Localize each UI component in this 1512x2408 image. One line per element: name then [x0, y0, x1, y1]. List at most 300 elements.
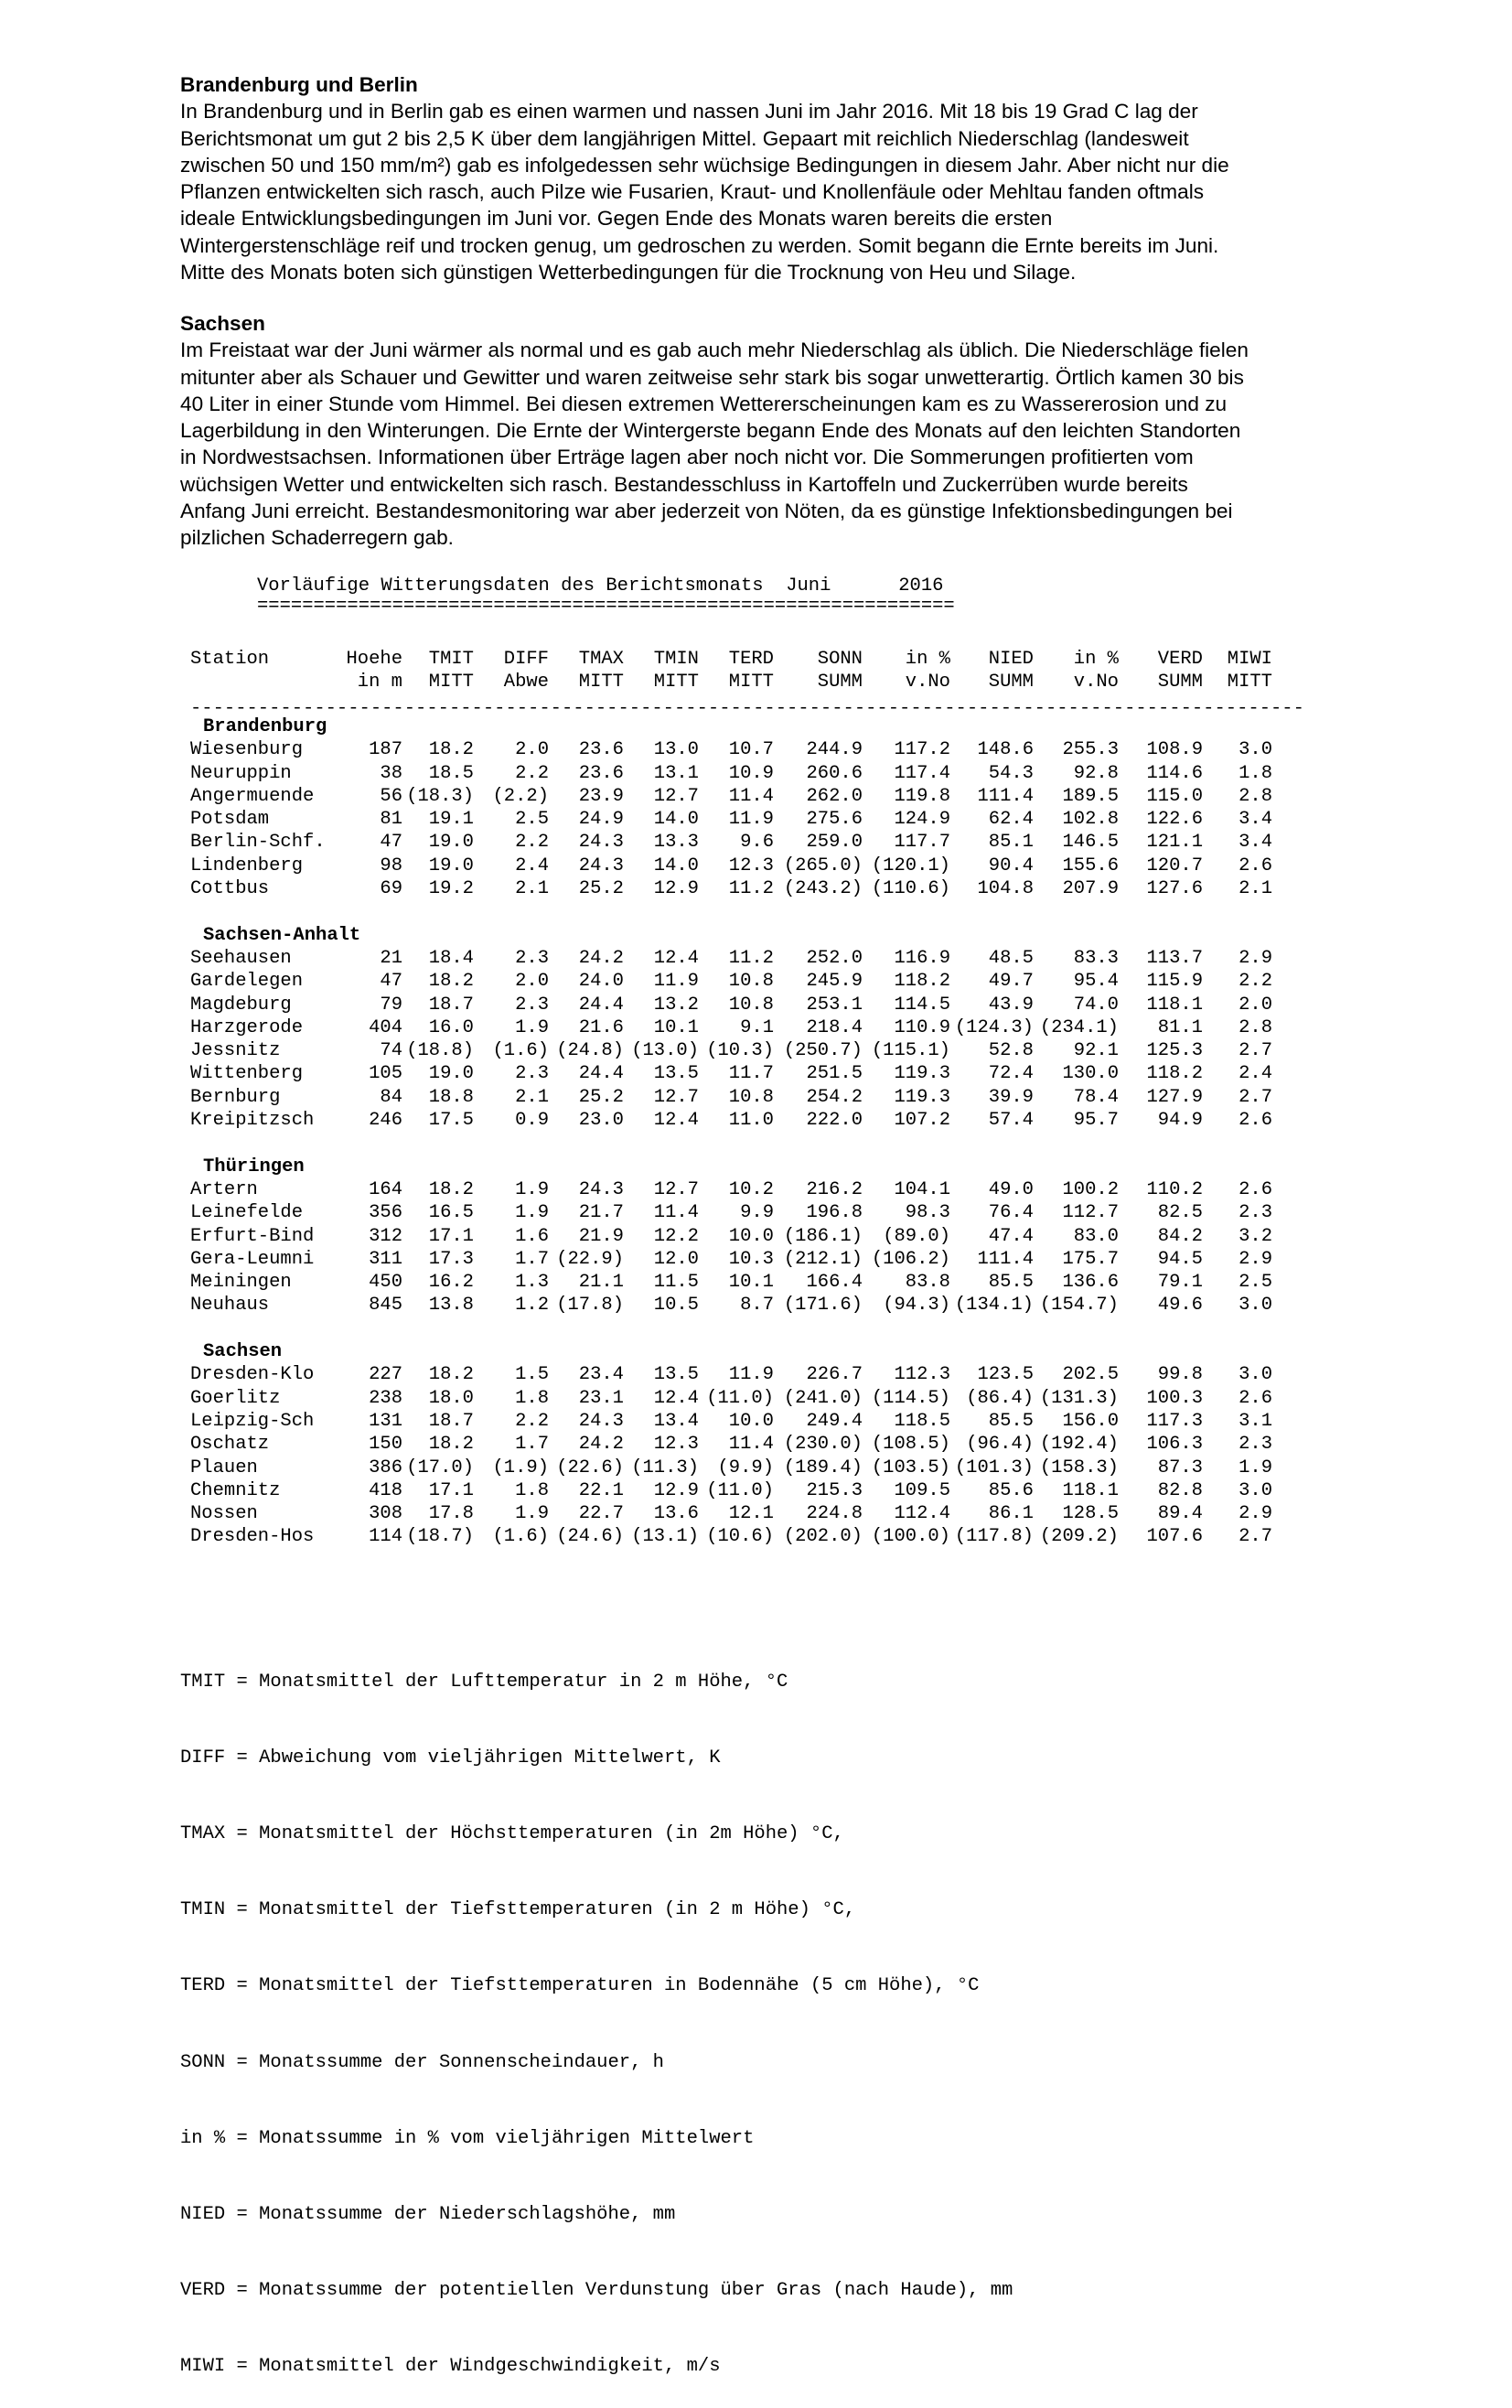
- cell-sonn: 253.1: [806, 994, 863, 1016]
- cell-terd: 11.7: [728, 1063, 774, 1085]
- table-row: [190, 1016, 1324, 1039]
- cell-tmit: 18.2: [428, 739, 474, 761]
- region-heading: Sachsen: [203, 1341, 283, 1363]
- cell-nied-pct: 83.0: [1073, 1225, 1119, 1247]
- cell-sonn: 254.2: [806, 1086, 863, 1108]
- region-heading: Brandenburg: [203, 716, 327, 737]
- cell-station: Meiningen: [190, 1272, 292, 1294]
- cell-sonn: 226.7: [806, 1364, 863, 1386]
- cell-terd: 9.1: [740, 1016, 774, 1038]
- cell-tmit: 17.3: [428, 1248, 474, 1270]
- cell-nied-pct: (192.4): [1039, 1434, 1119, 1456]
- cell-sonn: 245.9: [806, 971, 863, 993]
- cell-tmax: (22.9): [556, 1248, 624, 1270]
- cell-nied-pct: 175.7: [1062, 1248, 1119, 1270]
- cell-hoehe: 450: [369, 1272, 402, 1294]
- cell-tmin: 12.4: [653, 1387, 699, 1409]
- cell-diff: 1.7: [515, 1434, 549, 1456]
- cell-terd: (10.6): [706, 1526, 774, 1548]
- cell-nied-pct: 189.5: [1062, 785, 1119, 807]
- cell-tmax: 24.0: [578, 971, 624, 993]
- cell-station: Angermuende: [190, 785, 315, 807]
- cell-terd: 12.1: [728, 1503, 774, 1525]
- cell-sonn-pct: 118.5: [894, 1410, 950, 1432]
- cell-tmit: 18.7: [428, 1410, 474, 1432]
- cell-nied: 85.1: [988, 832, 1034, 854]
- cell-hoehe: 308: [369, 1503, 402, 1525]
- cell-tmit: TMIT: [428, 649, 474, 670]
- table-header-row: [190, 671, 1324, 693]
- cell-tmax: 23.1: [578, 1387, 624, 1409]
- cell-station: Station: [190, 649, 270, 670]
- legend-item: SONN = Monatssumme der Sonnenscheindauer, h: [180, 2051, 664, 2073]
- legend-item: DIFF = Abweichung vom vieljährigen Mittelwert, K: [180, 1747, 721, 1768]
- cell-tmax: 21.9: [578, 1225, 624, 1247]
- paragraph-line: in Nordwestsachsen. Informationen über Erträge lagen aber noch nicht vor. Die Sommerungen profitierten vom: [180, 446, 1194, 469]
- cell-sonn: 252.0: [806, 947, 863, 969]
- cell-sonn: (265.0): [783, 855, 863, 876]
- cell-sonn-pct: 98.3: [905, 1202, 950, 1224]
- cell-miwi: 2.8: [1239, 1016, 1272, 1038]
- cell-tmin: 12.7: [653, 785, 699, 807]
- cell-terd: 10.8: [728, 1086, 774, 1108]
- cell-diff: 1.9: [515, 1503, 549, 1525]
- cell-diff: (1.6): [492, 1526, 549, 1548]
- table-row: [190, 1433, 1324, 1456]
- cell-verd: 81.1: [1157, 1016, 1203, 1038]
- cell-tmit: 17.1: [428, 1225, 474, 1247]
- cell-station: Magdeburg: [190, 994, 292, 1016]
- cell-nied-pct: 136.6: [1062, 1272, 1119, 1294]
- cell-nied: 111.4: [977, 785, 1034, 807]
- cell-miwi: 3.0: [1239, 1364, 1272, 1386]
- cell-hoehe: 56: [380, 785, 402, 807]
- cell-nied-pct: 78.4: [1073, 1086, 1119, 1108]
- cell-station: Lindenberg: [190, 855, 304, 876]
- cell-miwi: MIWI: [1227, 649, 1272, 670]
- table-row: [190, 1225, 1324, 1248]
- cell-hoehe: 74: [380, 1040, 402, 1062]
- cell-verd: 115.0: [1146, 785, 1203, 807]
- legend-item: TMAX = Monatsmittel der Höchsttemperaturen (in 2m Höhe) °C,: [180, 1822, 844, 1844]
- cell-terd: 10.0: [728, 1225, 774, 1247]
- cell-nied: 57.4: [988, 1110, 1034, 1132]
- table-row: [190, 1062, 1324, 1085]
- cell-tmit: 19.0: [428, 1063, 474, 1085]
- cell-tmax: 24.4: [578, 994, 624, 1016]
- table-row: [190, 785, 1324, 808]
- cell-nied: 90.4: [988, 855, 1034, 876]
- cell-sonn: 224.8: [806, 1503, 863, 1525]
- cell-tmax: 25.2: [578, 878, 624, 900]
- cell-hoehe: 81: [380, 809, 402, 831]
- cell-sonn-pct: 119.3: [894, 1063, 950, 1085]
- cell-tmax: 23.9: [578, 785, 624, 807]
- cell-verd: 125.3: [1146, 1040, 1203, 1062]
- cell-verd: 120.7: [1146, 855, 1203, 876]
- table-row: [190, 1178, 1324, 1201]
- cell-terd: 10.3: [728, 1248, 774, 1270]
- cell-sonn-pct: 117.2: [894, 739, 950, 761]
- legend-item: TMIT = Monatsmittel der Lufttemperatur in 2 m Höhe, °C: [180, 1671, 788, 1693]
- cell-tmax: 24.2: [578, 1434, 624, 1456]
- cell-station: Leinefelde: [190, 1202, 304, 1224]
- cell-tmin: (13.1): [631, 1526, 699, 1548]
- cell-diff: 0.9: [515, 1110, 549, 1132]
- cell-miwi: 2.8: [1239, 785, 1272, 807]
- cell-terd: 9.9: [740, 1202, 774, 1224]
- cell-station: Seehausen: [190, 947, 292, 969]
- cell-miwi: 2.7: [1239, 1086, 1272, 1108]
- table-title-underline: ==============================================================: [257, 596, 955, 617]
- cell-tmax: 21.1: [578, 1272, 624, 1294]
- cell-station: Oschatz: [190, 1434, 270, 1456]
- cell-hoehe: 69: [380, 878, 402, 900]
- cell-tmit: 19.0: [428, 855, 474, 876]
- cell-sonn-pct: (106.2): [871, 1248, 950, 1270]
- cell-sonn: 222.0: [806, 1110, 863, 1132]
- cell-sonn: (212.1): [783, 1248, 863, 1270]
- cell-diff: 1.8: [515, 1387, 549, 1409]
- cell-miwi: 2.9: [1239, 1248, 1272, 1270]
- cell-sonn: SONN: [817, 649, 863, 670]
- legend-item: TERD = Monatsmittel der Tiefsttemperaturen in Bodennähe (5 cm Höhe), °C: [180, 1975, 980, 1997]
- cell-sonn-pct: (100.0): [871, 1526, 950, 1548]
- cell-diff: 2.3: [515, 947, 549, 969]
- cell-station: Neuruppin: [190, 762, 292, 784]
- cell-nied-pct: 130.0: [1062, 1063, 1119, 1085]
- cell-sonn: (186.1): [783, 1225, 863, 1247]
- cell-tmin: 10.1: [653, 1016, 699, 1038]
- cell-miwi: 1.9: [1239, 1457, 1272, 1478]
- cell-nied: 48.5: [988, 947, 1034, 969]
- cell-tmin: 13.3: [653, 832, 699, 854]
- cell-tmin: 12.9: [653, 1479, 699, 1501]
- table-row: [190, 1363, 1324, 1386]
- cell-miwi: 1.8: [1239, 762, 1272, 784]
- cell-hoehe: Hoehe: [346, 649, 402, 670]
- legend-item: TMIN = Monatsmittel der Tiefsttemperaturen (in 2 m Höhe) °C,: [180, 1899, 856, 1921]
- cell-tmin: 12.7: [653, 1086, 699, 1108]
- cell-sonn: 216.2: [806, 1178, 863, 1200]
- cell-tmax: 23.4: [578, 1364, 624, 1386]
- cell-verd: 127.9: [1146, 1086, 1203, 1108]
- table-row: [190, 762, 1324, 785]
- cell-miwi: 2.3: [1239, 1202, 1272, 1224]
- cell-verd: 118.2: [1146, 1063, 1203, 1085]
- cell-station: Leipzig-Sch: [190, 1410, 315, 1432]
- cell-tmax: 24.4: [578, 1063, 624, 1085]
- cell-sonn: (202.0): [783, 1526, 863, 1548]
- cell-sonn-pct: 119.8: [894, 785, 950, 807]
- cell-tmax: 24.3: [578, 832, 624, 854]
- cell-sonn: (250.7): [783, 1040, 863, 1062]
- section-brandenburg-berlin: [180, 71, 1375, 285]
- cell-sonn-pct: v.No: [905, 672, 950, 693]
- cell-nied-pct: 255.3: [1062, 739, 1119, 761]
- table-row: [190, 1502, 1324, 1525]
- cell-nied-pct: 92.1: [1073, 1040, 1119, 1062]
- cell-tmax: 23.6: [578, 762, 624, 784]
- cell-nied-pct: v.No: [1073, 672, 1119, 693]
- cell-nied-pct: 156.0: [1062, 1410, 1119, 1432]
- cell-diff: Abwe: [503, 672, 549, 693]
- cell-nied: 86.1: [988, 1503, 1034, 1525]
- table-header-row: [190, 648, 1324, 671]
- cell-verd: 113.7: [1146, 947, 1203, 969]
- cell-tmit: 18.2: [428, 1434, 474, 1456]
- cell-tmin: 13.6: [653, 1503, 699, 1525]
- cell-nied: (117.8): [954, 1526, 1034, 1548]
- paragraph-line: Mitte des Monats boten sich günstigen Wetterbedingungen für die Trocknung von Heu und Silage.: [180, 261, 1077, 285]
- cell-verd: 87.3: [1157, 1457, 1203, 1478]
- legend-item: VERD = Monatssumme der potentiellen Verdunstung über Gras (nach Haude), mm: [180, 2280, 1013, 2302]
- legend-item: in % = Monatssumme in % vom vieljährigen Mittelwert: [180, 2127, 755, 2149]
- cell-sonn-pct: (120.1): [871, 855, 950, 876]
- cell-nied: (86.4): [966, 1387, 1034, 1409]
- region-spacer: [190, 1132, 1324, 1155]
- cell-station: Chemnitz: [190, 1479, 281, 1501]
- cell-terd: 10.1: [728, 1272, 774, 1294]
- cell-diff: 2.2: [515, 1410, 549, 1432]
- cell-tmin: 13.5: [653, 1364, 699, 1386]
- cell-verd: 49.6: [1157, 1295, 1203, 1317]
- cell-terd: 11.4: [728, 1434, 774, 1456]
- cell-verd: 82.5: [1157, 1202, 1203, 1224]
- cell-sonn: 249.4: [806, 1410, 863, 1432]
- cell-miwi: 3.4: [1239, 809, 1272, 831]
- paragraph-line: pilzlichen Schaderregern gab.: [180, 526, 454, 550]
- cell-tmit: 18.0: [428, 1387, 474, 1409]
- legend-item: MIWI = Monatsmittel der Windgeschwindigkeit, m/s: [180, 2356, 721, 2378]
- cell-nied: (101.3): [954, 1457, 1034, 1478]
- cell-tmax: TMAX: [578, 649, 624, 670]
- cell-terd: 11.4: [728, 785, 774, 807]
- cell-diff: 1.9: [515, 1178, 549, 1200]
- cell-nied: NIED: [988, 649, 1034, 670]
- cell-terd: (10.3): [706, 1040, 774, 1062]
- cell-sonn: SUMM: [817, 672, 863, 693]
- cell-nied: SUMM: [988, 672, 1034, 693]
- cell-miwi: 2.7: [1239, 1040, 1272, 1062]
- cell-verd: 118.1: [1146, 994, 1203, 1016]
- cell-tmit: 19.2: [428, 878, 474, 900]
- cell-terd: 10.2: [728, 1178, 774, 1200]
- cell-sonn-pct: (115.1): [871, 1040, 950, 1062]
- cell-nied: (96.4): [966, 1434, 1034, 1456]
- cell-station: Goerlitz: [190, 1387, 281, 1409]
- paragraph-line: Im Freistaat war der Juni wärmer als normal und es gab auch mehr Niederschlag als üblich. Die Niederschläge fielen: [180, 339, 1249, 362]
- cell-nied-pct: 100.2: [1062, 1178, 1119, 1200]
- cell-miwi: 3.2: [1239, 1225, 1272, 1247]
- cell-hoehe: 246: [369, 1110, 402, 1132]
- cell-tmin: 13.2: [653, 994, 699, 1016]
- cell-diff: 1.8: [515, 1479, 549, 1501]
- cell-verd: 114.6: [1146, 762, 1203, 784]
- cell-nied-pct: 83.3: [1073, 947, 1119, 969]
- cell-miwi: 2.3: [1239, 1434, 1272, 1456]
- cell-diff: 2.3: [515, 994, 549, 1016]
- cell-station: Wiesenburg: [190, 739, 304, 761]
- cell-tmax: 23.6: [578, 739, 624, 761]
- cell-nied-pct: 92.8: [1073, 762, 1119, 784]
- cell-diff: 1.9: [515, 1016, 549, 1038]
- cell-verd: 82.8: [1157, 1479, 1203, 1501]
- cell-nied: 49.0: [988, 1178, 1034, 1200]
- cell-tmax: (17.8): [556, 1295, 624, 1317]
- table-body: [190, 715, 1324, 1549]
- cell-verd: 84.2: [1157, 1225, 1203, 1247]
- cell-tmin: 12.2: [653, 1225, 699, 1247]
- table-row: [190, 1479, 1324, 1502]
- cell-diff: (2.2): [492, 785, 549, 807]
- table-title: Vorläufige Witterungsdaten des Berichtsmonats Juni 2016: [257, 575, 944, 597]
- cell-tmit: 18.8: [428, 1086, 474, 1108]
- cell-tmax: 21.7: [578, 1202, 624, 1224]
- cell-tmin: 13.4: [653, 1410, 699, 1432]
- cell-tmax: (24.8): [556, 1040, 624, 1062]
- cell-terd: 10.8: [728, 971, 774, 993]
- cell-terd: 10.9: [728, 762, 774, 784]
- table-row: [190, 1109, 1324, 1132]
- cell-tmin: 11.9: [653, 971, 699, 993]
- cell-tmin: (11.3): [631, 1457, 699, 1478]
- cell-tmit: 17.5: [428, 1110, 474, 1132]
- cell-nied-pct: 95.4: [1073, 971, 1119, 993]
- cell-nied-pct: (131.3): [1039, 1387, 1119, 1409]
- cell-nied-pct: 118.1: [1062, 1479, 1119, 1501]
- cell-tmax: MITT: [578, 672, 624, 693]
- cell-nied-pct: 128.5: [1062, 1503, 1119, 1525]
- cell-tmin: (13.0): [631, 1040, 699, 1062]
- paragraph-line: mitunter aber als Schauer und Gewitter und waren zeitweise sehr stark bis sogar unwetterartig. Örtlich kamen 30 bis: [180, 365, 1244, 389]
- cell-diff: 1.3: [515, 1272, 549, 1294]
- cell-hoehe: 386: [369, 1457, 402, 1478]
- cell-sonn-pct: 109.5: [894, 1479, 950, 1501]
- cell-tmin: 14.0: [653, 809, 699, 831]
- cell-tmit: 16.2: [428, 1272, 474, 1294]
- cell-nied: 148.6: [977, 739, 1034, 761]
- cell-diff: 2.1: [515, 1086, 549, 1108]
- cell-tmin: 14.0: [653, 855, 699, 876]
- cell-tmin: 12.3: [653, 1434, 699, 1456]
- cell-miwi: 2.6: [1239, 855, 1272, 876]
- cell-terd: MITT: [728, 672, 774, 693]
- cell-terd: (9.9): [717, 1457, 774, 1478]
- cell-hoehe: 164: [369, 1178, 402, 1200]
- table-row: [190, 1086, 1324, 1109]
- cell-diff: 2.2: [515, 762, 549, 784]
- cell-tmit: 19.1: [428, 809, 474, 831]
- cell-tmin: 11.5: [653, 1272, 699, 1294]
- cell-sonn: (189.4): [783, 1457, 863, 1478]
- cell-verd: 106.3: [1146, 1434, 1203, 1456]
- cell-tmit: 18.5: [428, 762, 474, 784]
- cell-nied: 85.5: [988, 1410, 1034, 1432]
- cell-hoehe: 238: [369, 1387, 402, 1409]
- cell-hoehe: 105: [369, 1063, 402, 1085]
- cell-tmin: 12.9: [653, 878, 699, 900]
- cell-terd: (11.0): [706, 1387, 774, 1409]
- cell-diff: 2.5: [515, 809, 549, 831]
- cell-sonn-pct: (108.5): [871, 1434, 950, 1456]
- cell-hoehe: 131: [369, 1410, 402, 1432]
- cell-station: Gera-Leumni: [190, 1248, 315, 1270]
- cell-miwi: MITT: [1227, 672, 1272, 693]
- cell-tmit: 18.2: [428, 1178, 474, 1200]
- cell-hoehe: 187: [369, 739, 402, 761]
- cell-sonn-pct: 116.9: [894, 947, 950, 969]
- cell-nied-pct: 112.7: [1062, 1202, 1119, 1224]
- cell-miwi: 2.6: [1239, 1387, 1272, 1409]
- cell-terd: 11.9: [728, 809, 774, 831]
- cell-sonn-pct: (94.3): [883, 1295, 950, 1317]
- section-heading: Sachsen: [180, 312, 265, 335]
- cell-verd: 94.5: [1157, 1248, 1203, 1270]
- table-row: [190, 1525, 1324, 1548]
- cell-tmin: 12.7: [653, 1178, 699, 1200]
- cell-diff: 2.4: [515, 855, 549, 876]
- table-row: [190, 1294, 1324, 1317]
- region-spacer: [190, 900, 1324, 923]
- cell-verd: 89.4: [1157, 1503, 1203, 1525]
- cell-sonn-pct: (89.0): [883, 1225, 950, 1247]
- paragraph-line: In Brandenburg und in Berlin gab es einen warmen und nassen Juni im Jahr 2016. Mit 18 bis 19 Grad C lag der: [180, 100, 1198, 124]
- cell-nied-pct: (158.3): [1039, 1457, 1119, 1478]
- cell-nied: 85.5: [988, 1272, 1034, 1294]
- cell-nied-pct: (209.2): [1039, 1526, 1119, 1548]
- cell-sonn-pct: 112.4: [894, 1503, 950, 1525]
- cell-nied: 85.6: [988, 1479, 1034, 1501]
- cell-nied-pct: 146.5: [1062, 832, 1119, 854]
- cell-nied-pct: 102.8: [1062, 809, 1119, 831]
- cell-terd: 11.2: [728, 947, 774, 969]
- cell-sonn-pct: 107.2: [894, 1110, 950, 1132]
- cell-tmax: (22.6): [556, 1457, 624, 1478]
- legend-item: NIED = Monatssumme der Niederschlagshöhe, mm: [180, 2203, 676, 2225]
- cell-miwi: 2.6: [1239, 1178, 1272, 1200]
- paragraph-line: wüchsigen Wetter und entwickelten sich rasch. Bestandesschluss in Kartoffeln und Zuckerrüben wurde bereits: [180, 472, 1188, 496]
- cell-sonn: 262.0: [806, 785, 863, 807]
- cell-miwi: 2.1: [1239, 878, 1272, 900]
- cell-sonn: 244.9: [806, 739, 863, 761]
- table-row: [190, 1248, 1324, 1271]
- cell-tmin: 13.0: [653, 739, 699, 761]
- cell-sonn-pct: 114.5: [894, 994, 950, 1016]
- cell-nied-pct: (154.7): [1039, 1295, 1119, 1317]
- cell-tmit: 16.0: [428, 1016, 474, 1038]
- cell-nied: 47.4: [988, 1225, 1034, 1247]
- cell-miwi: 2.0: [1239, 994, 1272, 1016]
- paragraph-line: Berichtsmonat um gut 2 bis 2,5 K über dem langjährigen Mittel. Gepaart mit reichlich Niederschlag (landesweit: [180, 126, 1189, 150]
- cell-station: Jessnitz: [190, 1040, 281, 1062]
- cell-nied: 52.8: [988, 1040, 1034, 1062]
- cell-diff: 1.2: [515, 1295, 549, 1317]
- cell-tmit: 17.8: [428, 1503, 474, 1525]
- cell-sonn-pct: 117.7: [894, 832, 950, 854]
- cell-sonn-pct: 112.3: [894, 1364, 950, 1386]
- cell-tmin: MITT: [653, 672, 699, 693]
- cell-tmit: 18.2: [428, 1364, 474, 1386]
- region-heading: Thüringen: [203, 1156, 305, 1177]
- cell-station: Berlin-Schf.: [190, 832, 326, 854]
- cell-tmit: 18.4: [428, 947, 474, 969]
- cell-tmit: 18.2: [428, 971, 474, 993]
- cell-station: Kreipitzsch: [190, 1110, 315, 1132]
- cell-nied: 72.4: [988, 1063, 1034, 1085]
- cell-nied: (134.1): [954, 1295, 1034, 1317]
- cell-verd: 122.6: [1146, 809, 1203, 831]
